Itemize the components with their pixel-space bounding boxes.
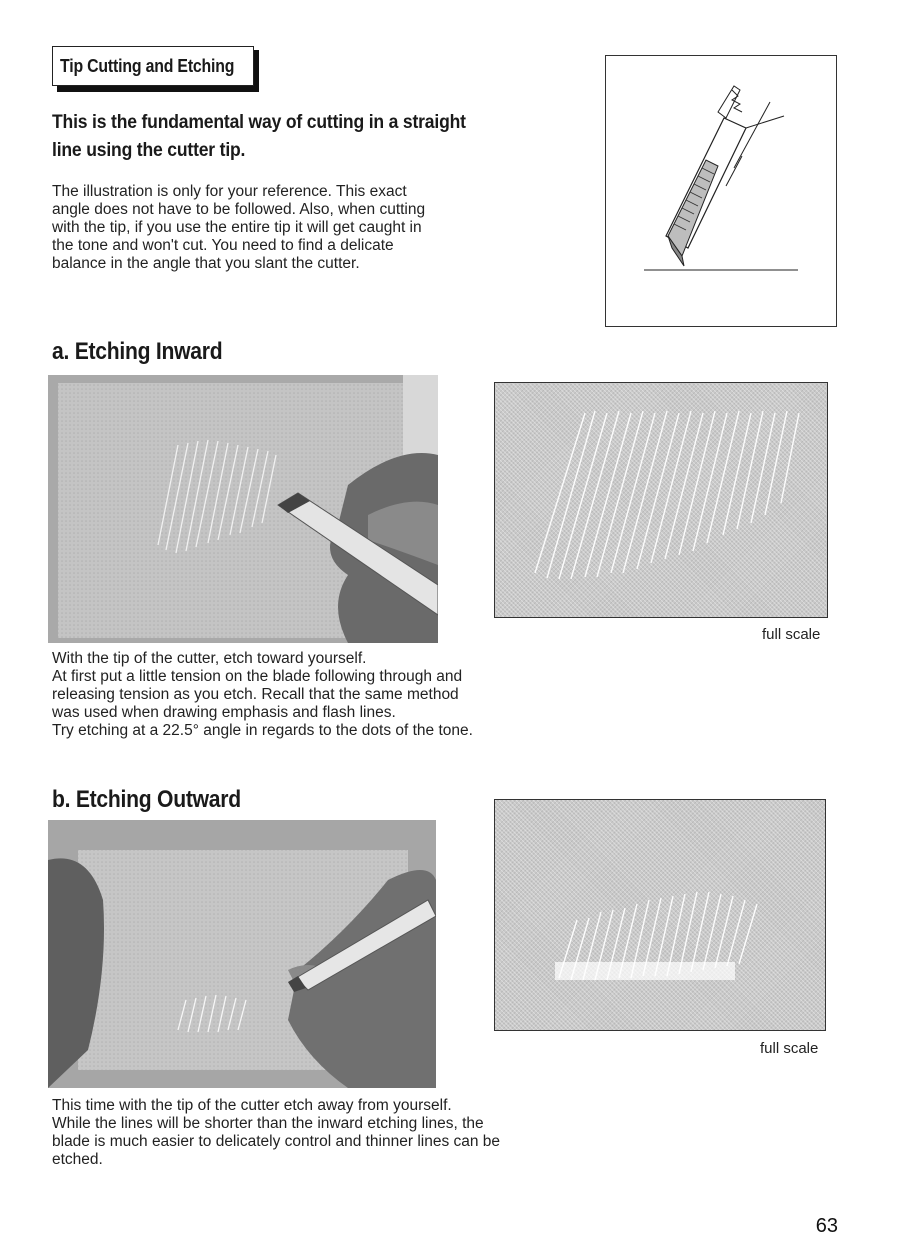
etching-outward-photo (48, 820, 436, 1088)
inward-line-5: Try etching at a 22.5° angle in regards to the dots of the tone. (52, 722, 473, 739)
section-b-title: b. Etching Outward (52, 786, 241, 813)
outward-line-1: This time with the tip of the cutter etch away from yourself. (52, 1097, 452, 1114)
page-number: 63 (815, 1215, 838, 1237)
outward-line-2: While the lines will be shorter than the inward etching lines, the (52, 1115, 484, 1132)
inward-line-2: At first put a little tension on the blade following through and (52, 668, 463, 685)
etching-inward-full-scale (494, 382, 828, 618)
etching-outward-text (52, 1097, 562, 1169)
full-scale-label-b: full scale (760, 1040, 819, 1057)
lead-paragraph: This is the fundamental way of cutting in a straight line using the cutter tip. (52, 111, 466, 161)
etching-outward-full-scale (494, 799, 826, 1031)
outward-line-4: etched. (52, 1151, 103, 1168)
etching-inward-text (52, 650, 552, 740)
etching-inward-photo (48, 375, 438, 643)
inward-line-3: releasing tension as you etch. Recall that the same method (52, 686, 459, 703)
outward-line-3: blade is much easier to delicately control and thinner lines can be (52, 1133, 501, 1150)
tab-shadow-bottom (57, 86, 259, 92)
section-tab-label: Tip Cutting and Etching (60, 56, 235, 76)
inward-line-1: With the tip of the cutter, etch toward yourself. (52, 650, 367, 667)
cutter-diagram-icon (606, 56, 836, 326)
section-a-title: a. Etching Inward (52, 338, 223, 365)
full-scale-label-a: full scale (762, 626, 821, 643)
cutter-diagram (605, 55, 837, 327)
intro-paragraph: The illustration is only for your reference. This exact angle does not have to be followed. Also, when cutting with the tip, if you use the entire tip it will get caught in the tone and won't cut. You need to find a delicate balance in the angle that you slant the cutter. (52, 183, 426, 272)
inward-line-4: was used when drawing emphasis and flash lines. (52, 704, 396, 721)
